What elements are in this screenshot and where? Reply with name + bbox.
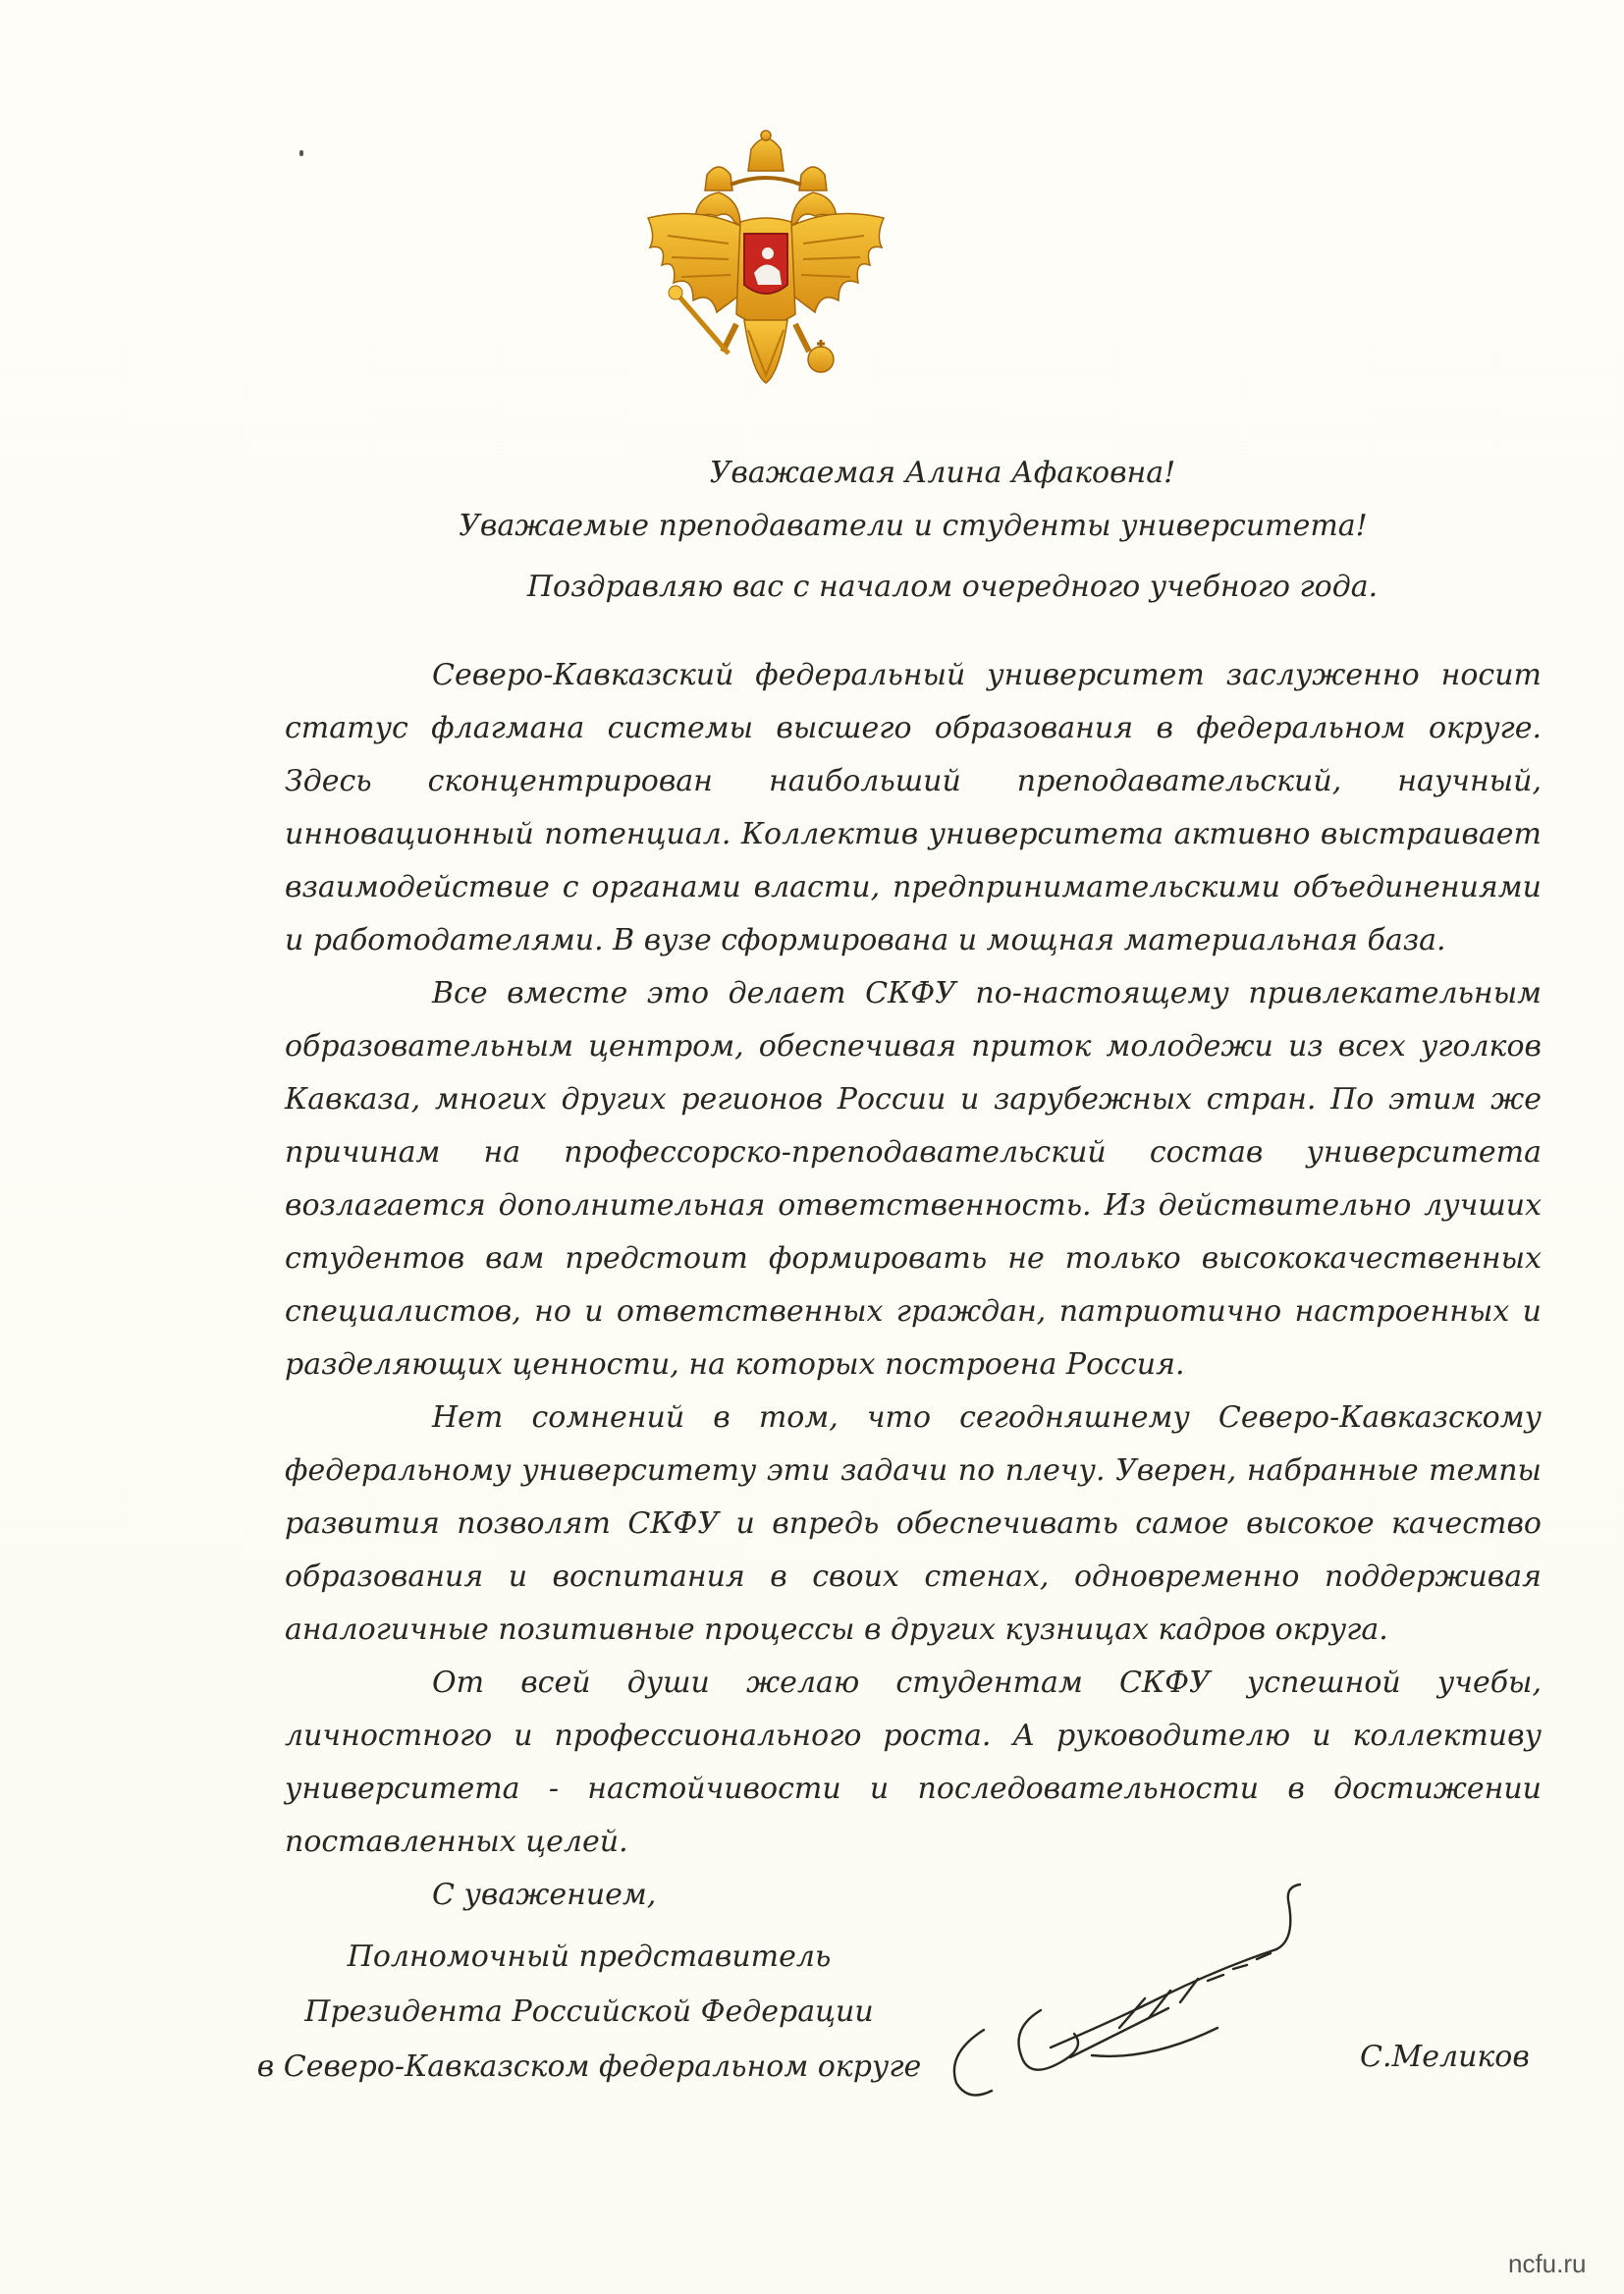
paragraph-3: Нет сомнений в том, что сегодняшнему Северо-Кавказскому федеральному университету эти задачи по плечу. Уверен, набранные темпы развития позволят СКФУ и впредь обеспечивать самое высокое качество образования и воспитания в своих стенах, одновременно поддерживая аналогичные позитивные процессы в других кузницах кадров округа. — [285, 1400, 1542, 1647]
paragraph-1: Северо-Кавказский федеральный университет заслуженно носит статус флагмана системы высшего образования в федеральном округе. Здесь сконцентрирован наибольший преподавательский, научный, инновационный потенциал. Коллектив университета активно выстраивает взаимодействие с органами власти, предпринимательскими объединениями и работодателями. В вузе сформирована и мощная материальная база. — [285, 658, 1542, 957]
handwritten-signature — [923, 1881, 1345, 2106]
sender-line-2: Президента Российской Федерации — [304, 1994, 874, 2029]
sender-title — [226, 1930, 952, 2095]
greeting-line-3: Поздравляю вас с началом очередного учебного года. — [526, 570, 1379, 604]
paragraph-2: Все вместе это делает СКФУ по-настоящему привлекательным образовательным центром, обеспечивая приток молодежи из всех уголков Кавказа, многих других регионов России и зарубежных стран. По этим же причинам на профессорско-преподавательский состав университета возлагается дополнительная ответственность. Из действительно лучших студентов вам предстоит формировать не только высококачественных специалистов, но и ответственных граждан, патриотично настроенных и разделяющих ценности, на которых построена Россия. — [285, 976, 1542, 1382]
coat-of-arms-icon — [638, 128, 893, 422]
paper-speck — [299, 150, 303, 156]
paragraph-4: От всей души желаю студентам СКФУ успешной учебы, личностного и профессионального роста. А руководителю и коллективу университета - настойчивости и последовательности в достижении поставленных целей. — [285, 1666, 1542, 1859]
sender-name: С.Меликов — [1360, 2040, 1530, 2074]
source-watermark: ncfu.ru — [1508, 2249, 1587, 2278]
greeting-line-1: Уважаемая Алина Афаковна! — [709, 456, 1176, 490]
sender-line-1: Полномочный представитель — [347, 1939, 832, 1974]
closing-salutation: С уважением, — [432, 1878, 657, 1912]
greeting-line-2: Уважаемые преподаватели и студенты университета! — [459, 509, 1368, 543]
sender-line-3: в Северо-Кавказском федеральном округе — [256, 2049, 922, 2084]
letter-body — [285, 447, 1542, 1922]
